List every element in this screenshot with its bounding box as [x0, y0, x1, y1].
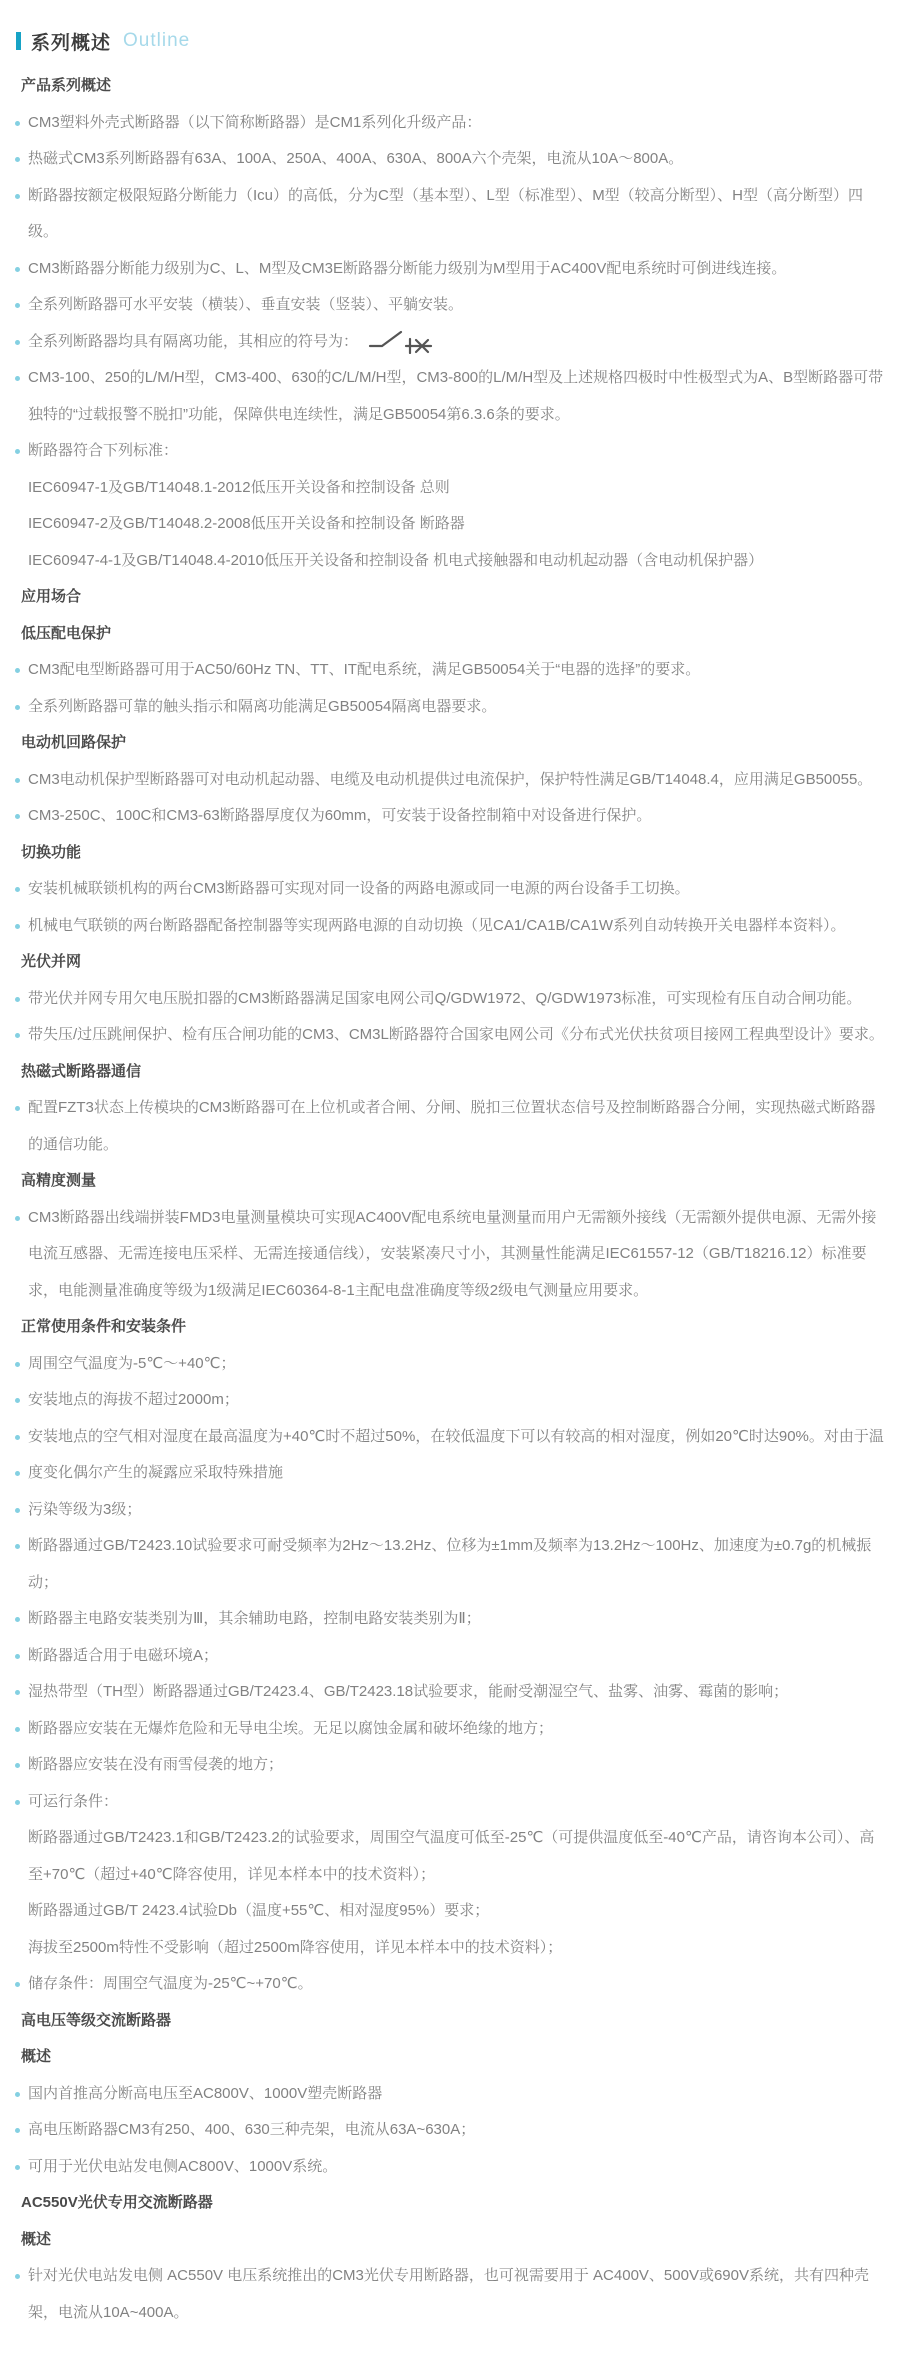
bullet-item [14, 141, 886, 178]
text: CM3配电型断路器可用于AC50/60Hz TN、TT、IT配电系统，满足GB50054关于“电器的选择”的要求。 [28, 661, 701, 678]
text: 高电压等级交流断路器 [21, 2011, 172, 2029]
bullet-icon [15, 668, 20, 673]
bullet-icon [15, 1508, 20, 1513]
text: 断路器通过GB/T 2423.4试验Db（温度+55℃、相对湿度95%）要求； [28, 1902, 490, 1919]
text: 断路器应安装在没有雨雪侵袭的地方； [28, 1756, 284, 1773]
text: 高精度测量 [21, 1172, 97, 1189]
text: 低压配电保护 [21, 624, 112, 642]
text: 断路器主电路安装类别为Ⅲ，其余辅助电路，控制电路安装类别为Ⅱ； [28, 1610, 481, 1627]
text: 断路器按额定极限短路分断能力（Icu）的高低，分为C型（基本型）、L型（标准型）、M型（较高分断型）、H型（高分断型）四级。 [28, 186, 864, 240]
text: 储存条件：周围空气温度为-25℃~+70℃。 [28, 1975, 313, 1992]
bullet-icon [15, 1690, 20, 1695]
bullet-item [14, 1784, 886, 1821]
bullet-icon [15, 1544, 20, 1549]
bullet-icon [15, 1216, 20, 1221]
bullet-item [14, 433, 886, 470]
section-heading [14, 68, 886, 105]
bullet-item [14, 981, 886, 1018]
text: CM3电动机保护型断路器可对电动机起动器、电缆及电动机提供过电流保护，保护特性满足GB/T14048.4，应用满足GB50055。 [28, 770, 873, 788]
bullet-icon [15, 1033, 20, 1038]
bullet-item [14, 1966, 886, 2003]
bullet-item [14, 105, 886, 142]
bullet-item [14, 1455, 886, 1492]
bullet-item [14, 1382, 886, 1419]
bullet-item [14, 2149, 886, 2186]
bullet-icon [15, 121, 20, 126]
text: 全系列断路器可水平安装（横装）、垂直安装（竖装）、平躺安装。 [28, 296, 464, 313]
section-heading [14, 2222, 886, 2259]
bullet-icon [15, 194, 20, 199]
bullet-icon [15, 2092, 20, 2097]
section-heading [14, 579, 886, 616]
bullet-item [14, 798, 886, 835]
bullet-icon [15, 2165, 20, 2170]
bullet-item [14, 652, 886, 689]
page-title-en: Outline [123, 30, 191, 51]
bullet-icon [15, 997, 20, 1002]
text: CM3-250C、100C和CM3-63断路器厚度仅为60mm，可安装于设备控制箱中对设备进行保护。 [28, 807, 652, 824]
plain-line [14, 506, 886, 543]
section-heading [14, 725, 886, 762]
bullet-item [14, 2076, 886, 2113]
bullet-icon [15, 1763, 20, 1768]
title-accent-bar-icon [16, 32, 21, 50]
bullet-item [14, 1638, 886, 1675]
text: 断路器符合下列标准： [28, 442, 179, 459]
text: 可用于光伏电站发电侧AC800V、1000V系统。 [28, 2157, 338, 2175]
plain-line [14, 1893, 886, 1930]
text: 高电压断路器CM3有250、400、630三种壳架，电流从63A~630A； [28, 2121, 476, 2138]
bullet-icon [15, 778, 20, 783]
bullet-item [14, 1017, 886, 1054]
text: 全系列断路器均具有隔离功能，其相应的符号为： [28, 332, 359, 350]
bullet-icon [15, 449, 20, 454]
bullet-item [14, 324, 886, 361]
bullet-icon [15, 1398, 20, 1403]
text: 断路器应安装在无爆炸危险和无导电尘埃。无足以腐蚀金属和破坏绝缘的地方； [28, 1719, 554, 1737]
bullet-item [14, 1090, 886, 1163]
bullet-icon [15, 157, 20, 162]
bullet-item [14, 1747, 886, 1784]
plain-line [14, 470, 886, 507]
text: 正常使用条件和安装条件 [21, 1318, 187, 1335]
bullet-icon [15, 705, 20, 710]
plain-line [14, 1820, 886, 1893]
bullet-icon [15, 340, 20, 345]
bullet-icon [15, 887, 20, 892]
bullet-icon [15, 2128, 20, 2133]
bullet-item [14, 1200, 886, 1310]
text: 热磁式CM3系列断路器有63A、100A、250A、400A、630A、800A六个壳架，电流从10A～800A。 [28, 150, 684, 167]
text: 配置FZT3状态上传模块的CM3断路器可在上位机或者合闸、分闸、脱扣三位置状态信号及控制断路器合分闸，实现热磁式断路器的通信功能。 [28, 1099, 876, 1153]
section-heading [14, 1054, 886, 1091]
bullet-icon [15, 1617, 20, 1622]
bullet-item [14, 178, 886, 251]
text: 概述 [21, 2048, 52, 2065]
bullet-item [14, 2258, 886, 2331]
bullet-item [14, 1492, 886, 1529]
bullet-icon [15, 1727, 20, 1732]
bullet-icon [15, 1471, 20, 1476]
plain-line [14, 1930, 886, 1967]
text: AC550V光伏专用交流断路器 [21, 2194, 213, 2211]
section-heading [14, 1309, 886, 1346]
page-title [16, 28, 886, 54]
bullet-item [14, 871, 886, 908]
text: 污染等级为3级； [28, 1500, 142, 1518]
text: 针对光伏电站发电侧 AC550V 电压系统推出的CM3光伏专用断路器，也可视需要用于 AC400V、500V或690V系统，共有四种壳架，电流从10A~400A。 [28, 2267, 869, 2321]
bullet-item [14, 762, 886, 799]
text: CM3-100、250的L/M/H型，CM3-400、630的C/L/M/H型，CM3-800的L/M/H型及上述规格四极时中性极型式为A、B型断路器可带独特的“过载报警不脱扣”功能，保障供电连续性，满足GB50054第6.3.6条的要求。 [28, 369, 884, 423]
bullet-item [14, 1601, 886, 1638]
bullet-icon [15, 1106, 20, 1111]
page-title-zh: 系列概述 [31, 32, 112, 54]
text: 海拔至2500m特性不受影响（超过2500m降容使用，详见本样本中的技术资料）； [28, 1938, 563, 1956]
text: 安装地点的海拔不超过2000m； [28, 1391, 239, 1408]
text: 安装机械联锁机构的两台CM3断路器可实现对同一设备的两路电源或同一电源的两台设备手工切换。 [28, 880, 690, 897]
bullet-icon [15, 376, 20, 381]
bullet-item [14, 2112, 886, 2149]
text: 电动机回路保护 [21, 734, 127, 751]
bullet-icon [15, 303, 20, 308]
text: 断路器通过GB/T2423.1和GB/T2423.2的试验要求，周围空气温度可低至-25℃（可提供温度低至-40℃产品，请咨询本公司）、高至+70℃（超过+40℃降容使用，详见本样本中的技术资料）； [28, 1829, 875, 1883]
bullet-icon [15, 267, 20, 272]
bullet-item [14, 689, 886, 726]
bullet-item [14, 360, 886, 433]
bullet-item [14, 1346, 886, 1383]
text: 可运行条件： [28, 1792, 119, 1810]
bullet-item [14, 287, 886, 324]
section-heading [14, 2185, 886, 2222]
bullet-icon [15, 924, 20, 929]
bullet-icon [15, 814, 20, 819]
text: 湿热带型（TH型）断路器通过GB/T2423.4、GB/T2423.18试验要求，能耐受潮湿空气、盐雾、油雾、霉菌的影响； [28, 1683, 789, 1700]
text: 热磁式断路器通信 [21, 1062, 142, 1080]
text: 度变化偶尔产生的凝露应采取特殊措施 [28, 1464, 284, 1481]
text: 产品系列概述 [21, 77, 112, 94]
text: IEC60947-4-1及GB/T14048.4-2010低压开关设备和控制设备 机电式接触器和电动机起动器（含电动机保护器） [28, 551, 764, 569]
section-heading [14, 2039, 886, 2076]
text: 机械电气联锁的两台断路器配备控制器等实现两路电源的自动切换（见CA1/CA1B/CA1W系列自动转换开关电器样本资料）。 [28, 916, 846, 934]
bullet-item [14, 1528, 886, 1601]
text: 断路器通过GB/T2423.10试验要求可耐受频率为2Hz～13.2Hz、位移为±1mm及频率为13.2Hz～100Hz、加速度为±0.7g的机械振动； [28, 1537, 872, 1591]
bullet-icon [15, 1435, 20, 1440]
text: 应用场合 [21, 588, 82, 605]
text: IEC60947-1及GB/T14048.1-2012低压开关设备和控制设备 总则 [28, 478, 450, 496]
text: 概述 [21, 2230, 52, 2248]
section-heading [14, 944, 886, 981]
text: CM3断路器分断能力级别为C、L、M型及CM3E断路器分断能力级别为M型用于AC400V配电系统时可倒进线连接。 [28, 259, 787, 277]
section-heading [14, 2003, 886, 2040]
plain-line [14, 543, 886, 580]
text: 切换功能 [21, 843, 82, 861]
text: IEC60947-2及GB/T14048.2-2008低压开关设备和控制设备 断路器 [28, 515, 465, 532]
bullet-icon [15, 1800, 20, 1805]
text: 断路器适合用于电磁环境A； [28, 1646, 219, 1664]
text: 带失压/过压跳闸保护、检有压合闸功能的CM3、CM3L断路器符合国家电网公司《分布式光伏扶贫项目接网工程典型设计》要求。 [28, 1026, 884, 1043]
bullet-icon [15, 1982, 20, 1987]
text: 全系列断路器可靠的触头指示和隔离功能满足GB50054隔离电器要求。 [28, 697, 497, 715]
bullet-icon [15, 1362, 20, 1367]
isolation-function-symbol-icon [368, 326, 434, 354]
text: CM3断路器出线端拼装FMD3电量测量模块可实现AC400V配电系统电量测量而用户无需额外接线（无需额外提供电源、无需外接电流互感器、无需连接电压采样、无需连接通信线），安装紧凑尺寸小，其测量性能满足IEC61557-12（GB/T18216.12）标准要求，电能测量准确度等级为1级满足IEC60364-8-1主配电盘准确度等级2级电气测量应用要求。 [28, 1208, 877, 1299]
text: 带光伏并网专用欠电压脱扣器的CM3断路器满足国家电网公司Q/GDW1972、Q/GDW1973标准，可实现检有压自动合闸功能。 [28, 989, 862, 1007]
bullet-item [14, 908, 886, 945]
section-heading [14, 835, 886, 872]
section-heading [14, 1163, 886, 1200]
bullet-item [14, 1419, 886, 1456]
text: 国内首推高分断高电压至AC800V、1000V塑壳断路器 [28, 2084, 383, 2102]
text: CM3塑料外壳式断路器（以下简称断路器）是CM1系列化升级产品： [28, 113, 482, 131]
text: 安装地点的空气相对湿度在最高温度为+40℃时不超过50%，在较低温度下可以有较高的相对湿度，例如20℃时达90%。对由于温 [28, 1427, 884, 1445]
bullet-item [14, 251, 886, 288]
content-blocks [14, 68, 886, 2331]
bullet-icon [15, 2274, 20, 2279]
text: 光伏并网 [21, 953, 82, 970]
bullet-icon [15, 1654, 20, 1659]
text: 周围空气温度为-5℃～+40℃； [28, 1354, 236, 1372]
bullet-item [14, 1711, 886, 1748]
bullet-item [14, 1674, 886, 1711]
section-heading [14, 616, 886, 653]
